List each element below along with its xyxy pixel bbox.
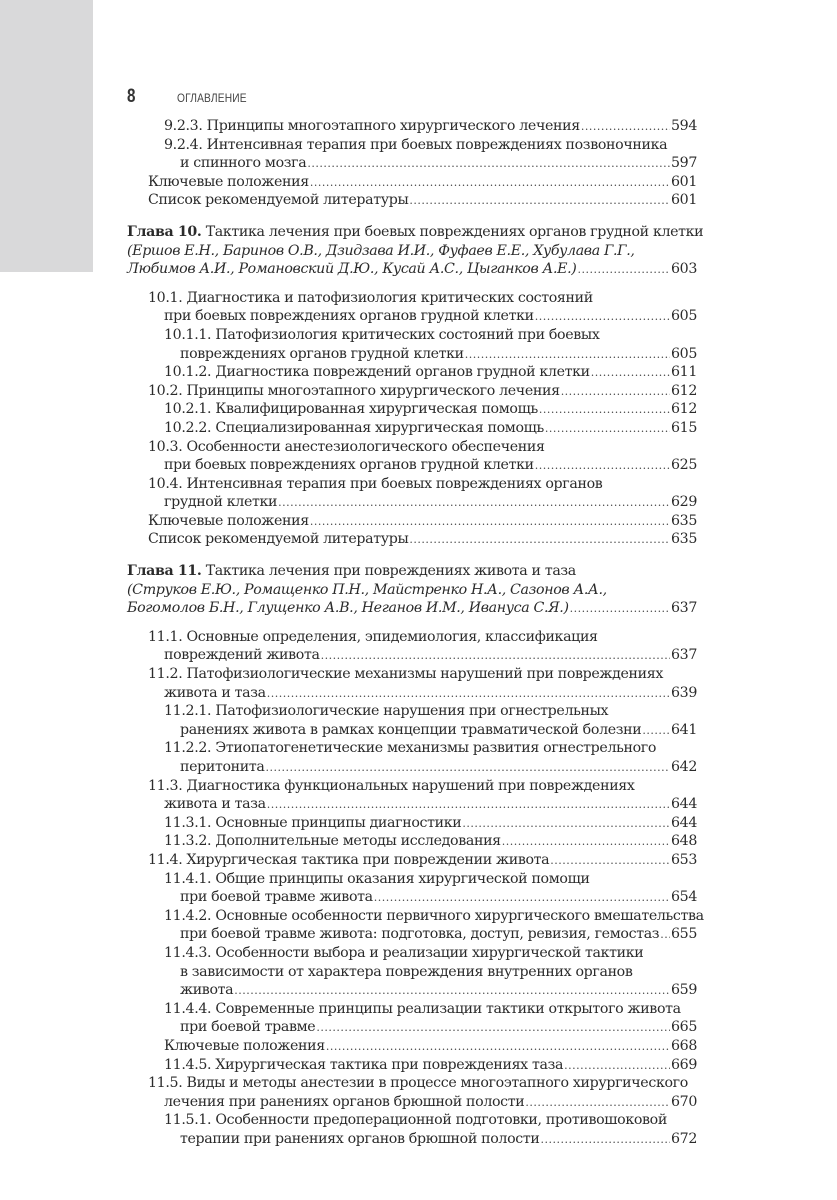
toc-entry-title: 11.2.1. Патофизиологические нарушения при огнестрельных	[164, 703, 609, 720]
running-head: ОГЛАВЛЕНИЕ	[177, 91, 247, 105]
toc-entry-title: 11.3.2. Дополнительные методы исследования	[164, 833, 501, 850]
toc-entry-title: при боевых повреждениях органов грудной клетки	[164, 308, 534, 325]
toc-entry[interactable]	[127, 870, 697, 907]
toc-entry[interactable]	[127, 512, 697, 531]
chapter-label: Глава 11.	[127, 563, 202, 580]
page-ref: 597	[670, 155, 697, 172]
page-ref: 653	[670, 851, 697, 868]
leader-dots	[564, 1057, 670, 1076]
toc-entry[interactable]	[127, 832, 697, 851]
toc-group-chapter10	[127, 289, 697, 549]
leader-dots	[642, 722, 670, 741]
page-ref: 665	[670, 1019, 697, 1036]
toc-entry[interactable]	[127, 419, 697, 438]
leader-dots	[326, 1038, 670, 1057]
page-ref: 603	[670, 261, 697, 278]
toc-entry[interactable]	[127, 907, 704, 944]
page-ref: 635	[670, 531, 697, 548]
toc-entry-title: при боевых повреждениях органов грудной клетки	[164, 457, 534, 474]
page-ref: 612	[670, 382, 697, 399]
chapter-authors: Богомолов Б.Н., Глущенко А.В., Неганов И.М., Ивануса С.Я.)	[127, 600, 569, 617]
leader-dots	[591, 364, 670, 383]
toc-entry[interactable]	[127, 117, 697, 136]
toc-entry-title: 11.4.3. Особенности выбора и реализации хирургической тактики	[164, 944, 644, 961]
leader-dots	[535, 457, 670, 476]
leader-dots	[307, 155, 670, 174]
leader-dots	[234, 982, 670, 1001]
page-ref: 629	[670, 494, 697, 511]
chapter-title: Тактика лечения при боевых повреждениях органов грудной клетки	[205, 223, 704, 240]
toc-entry[interactable]	[127, 400, 697, 419]
toc-entry-title: повреждений живота	[164, 647, 320, 664]
page-ref: 594	[670, 118, 697, 134]
toc-entry[interactable]	[127, 1037, 697, 1056]
toc-entry-title: 11.2. Патофизиологические механизмы нарушений при повреждениях	[148, 666, 664, 683]
chapter-authors: (Струков Е.Ю., Ромащенко П.Н., Майстренко Н.А., Сазонов А.А.,	[127, 581, 607, 598]
page-ref: 605	[670, 308, 697, 325]
toc-entry[interactable]	[127, 438, 697, 475]
chapter-authors: Любимов А.И., Романовский Д.Ю., Кусай А.С., Цыганков А.Е.)	[127, 261, 577, 278]
leader-dots	[561, 383, 670, 402]
leader-dots	[581, 118, 670, 137]
toc-entry-title: Ключевые положения	[164, 1037, 325, 1054]
page-ref: 670	[670, 1093, 697, 1110]
toc-entry[interactable]	[127, 777, 697, 814]
toc-entry[interactable]	[127, 702, 697, 739]
toc-entry-title: 10.1.2. Диагностика повреждений органов грудной клетки	[164, 364, 590, 381]
leader-dots	[539, 401, 670, 420]
page-ref: 669	[670, 1056, 697, 1073]
toc-entry-title: при боевой травме живота: подготовка, доступ, ревизия, гемостаз	[180, 926, 660, 943]
leader-dots	[570, 600, 670, 619]
leader-dots	[316, 1019, 670, 1038]
toc-entry[interactable]	[127, 363, 697, 382]
page-ref: 637	[670, 647, 697, 664]
toc-entry-title: терапии при ранениях органов брюшной полости	[180, 1130, 540, 1147]
leader-dots	[465, 346, 670, 365]
leader-dots	[660, 926, 670, 945]
toc-entry[interactable]	[127, 1111, 697, 1148]
toc-entry-title: 11.4.2. Основные особенности первичного хирургического вмешательства	[164, 907, 704, 924]
leader-dots	[502, 833, 670, 852]
toc-entry-title: Ключевые положения	[148, 512, 309, 529]
toc-entry-title: Список рекомендуемой литературы	[148, 531, 409, 548]
toc-entry[interactable]	[127, 382, 697, 401]
leader-dots	[462, 815, 670, 834]
toc-entry-title: 10.4. Интенсивная терапия при боевых повреждениях органов	[148, 475, 603, 492]
toc-entry-title: 11.4.4. Современные принципы реализации тактики открытого живота	[164, 1000, 681, 1017]
toc-entry-title: 10.2. Принципы многоэтапного хирургического лечения	[148, 382, 560, 399]
toc-entry-title: повреждениях органов грудной клетки	[180, 345, 464, 362]
toc-entry-title: в зависимости от характера повреждения внутренних органов	[180, 963, 633, 980]
toc-entry-title: лечения при ранениях органов брюшной полости	[164, 1093, 525, 1110]
page-number: 8	[127, 86, 136, 107]
toc-entry-title: Список рекомендуемой литературы	[148, 192, 409, 209]
toc-entry-title: 11.3.1. Основные принципы диагностики	[164, 814, 462, 831]
leader-dots	[278, 494, 670, 513]
toc-entry[interactable]	[127, 1000, 697, 1037]
toc-entry-title: живота и таза	[164, 796, 266, 813]
toc-entry[interactable]	[127, 739, 697, 776]
leader-dots	[545, 420, 670, 439]
page-ref: 642	[670, 759, 697, 775]
toc-entry[interactable]	[127, 191, 697, 210]
leader-dots	[267, 685, 670, 704]
toc-entry-title: ранениях живота в рамках концепции травматической болезни	[180, 721, 642, 738]
toc-group-chapter11	[127, 628, 704, 1149]
page-ref: 625	[670, 457, 697, 474]
toc-entry-title: 10.1. Диагностика и патофизиология критических состояний	[148, 289, 593, 306]
toc-entry-title: 11.3. Диагностика функциональных нарушений при повреждениях	[148, 777, 635, 794]
toc-entry-title: 10.1.1. Патофизиология критических состояний при боевых	[164, 326, 600, 343]
toc-entry[interactable]	[127, 530, 697, 549]
toc-entry-title: 11.4. Хирургическая тактика при повреждении живота	[148, 851, 550, 868]
toc-chapter-11[interactable]	[127, 562, 697, 618]
toc-entry[interactable]	[127, 851, 697, 870]
table-of-contents	[127, 117, 704, 1148]
toc-entry-title: 10.2.1. Квалифицированная хирургическая помощь	[164, 401, 538, 418]
toc-entry[interactable]	[127, 944, 697, 1000]
toc-entry[interactable]	[127, 136, 697, 173]
toc-entry[interactable]	[127, 173, 697, 192]
toc-group-chapter9-tail	[127, 117, 697, 210]
toc-entry[interactable]	[127, 628, 697, 665]
toc-entry-title: при боевой травме живота	[180, 889, 373, 906]
leader-dots	[577, 261, 670, 280]
leader-dots	[321, 647, 670, 666]
toc-entry[interactable]	[127, 814, 697, 833]
toc-entry-title: 11.5.1. Особенности предоперационной подготовки, противошоковой	[164, 1112, 667, 1129]
leader-dots	[409, 531, 670, 550]
page-ref: 601	[670, 173, 697, 190]
toc-entry[interactable]	[127, 475, 697, 512]
toc-entry-title: 11.4.5. Хирургическая тактика при повреждениях таза	[164, 1056, 564, 1073]
page-ref: 644	[670, 814, 697, 831]
page-ref: 637	[670, 600, 697, 617]
page-ref: 672	[670, 1130, 697, 1147]
chapter-label: Глава 10.	[127, 223, 202, 240]
leader-dots	[540, 1131, 669, 1150]
page-ref: 615	[670, 419, 697, 436]
toc-entry[interactable]	[127, 665, 697, 702]
toc-entry-title: Ключевые положения	[148, 173, 309, 190]
leader-dots	[525, 1094, 670, 1113]
toc-chapter-10[interactable]	[127, 223, 704, 279]
page-ref: 611	[670, 364, 697, 381]
toc-entry-title: 11.5. Виды и методы анестезии в процессе многоэтапного хирургического	[148, 1075, 688, 1092]
page-ref: 635	[670, 512, 697, 529]
toc-entry[interactable]	[127, 1074, 697, 1111]
toc-entry-title: и спинного мозга	[180, 155, 307, 172]
leader-dots	[310, 513, 670, 532]
page-ref: 605	[670, 345, 697, 362]
toc-entry-title: живота и таза	[164, 684, 266, 701]
leader-dots	[550, 852, 670, 871]
leader-dots	[266, 759, 670, 778]
leader-dots	[267, 796, 670, 815]
page-margin-tab	[0, 0, 93, 272]
leader-dots	[535, 308, 670, 327]
page-ref: 644	[670, 796, 697, 813]
toc-entry-title: 10.3. Особенности анестезиологического обеспечения	[148, 438, 545, 455]
toc-entry-title: 9.2.4. Интенсивная терапия при боевых повреждениях позвоночника	[164, 136, 668, 153]
toc-entry-title: живота	[180, 982, 234, 999]
chapter-title: Тактика лечения при повреждениях живота и таза	[205, 563, 576, 580]
toc-entry[interactable]	[127, 326, 697, 363]
leader-dots	[374, 889, 670, 908]
toc-entry-title: 10.2.2. Специализированная хирургическая помощь	[164, 419, 544, 436]
leader-dots	[310, 174, 670, 193]
page-ref: 655	[670, 926, 697, 943]
toc-entry-title: грудной клетки	[164, 494, 278, 511]
toc-entry[interactable]	[127, 1056, 697, 1075]
toc-entry-title: 11.4.1. Общие принципы оказания хирургической помощи	[164, 870, 590, 887]
toc-entry[interactable]	[127, 289, 697, 326]
page-ref: 668	[670, 1037, 697, 1054]
page-ref: 641	[670, 721, 697, 738]
toc-entry-title: 9.2.3. Принципы многоэтапного хирургического лечения	[164, 118, 580, 134]
toc-entry-title: перитонита	[180, 759, 265, 775]
leader-dots	[409, 192, 670, 211]
toc-entry-title: 11.1. Основные определения, эпидемиология, классификация	[148, 628, 598, 645]
page-ref: 601	[670, 192, 697, 209]
toc-entry-title: 11.2.2. Этиопатогенетические механизмы развития огнестрельного	[164, 740, 657, 757]
page-ref: 639	[670, 684, 697, 701]
page-ref: 648	[670, 833, 697, 850]
toc-entry-title: при боевой травме	[180, 1019, 316, 1036]
chapter-authors: (Ершов Е.Н., Баринов О.В., Дзидзава И.И., Фуфаев Е.Е., Хубулава Г.Г.,	[127, 242, 635, 259]
page-ref: 659	[670, 982, 697, 999]
page-ref: 654	[670, 889, 697, 906]
page-ref: 612	[670, 401, 697, 418]
